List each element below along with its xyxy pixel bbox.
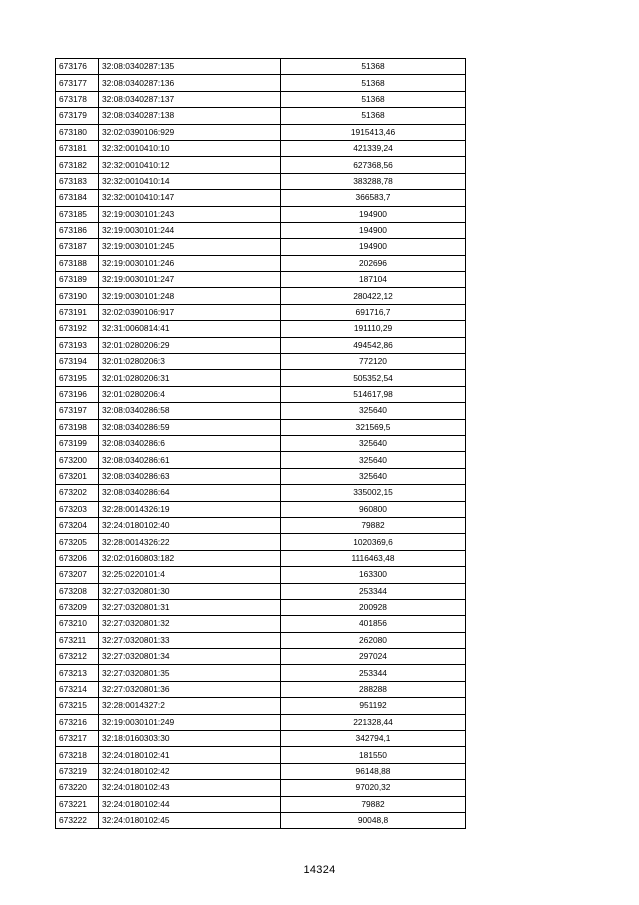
table-row <box>56 731 466 747</box>
row-id-cell: 673203 <box>56 501 99 517</box>
cadastral-value-cell: 221328,44 <box>281 714 466 730</box>
row-id-cell: 673221 <box>56 796 99 812</box>
cadastral-value-cell: 79882 <box>281 517 466 533</box>
cadastral-value-cell: 253344 <box>281 665 466 681</box>
cadastral-value-cell: 514617,98 <box>281 386 466 402</box>
cadastral-number-cell: 32:08:0340286:63 <box>99 468 281 484</box>
cadastral-value-cell: 194900 <box>281 206 466 222</box>
table-row <box>56 321 466 337</box>
row-id-cell: 673202 <box>56 485 99 501</box>
cadastral-value-cell: 772120 <box>281 354 466 370</box>
cadastral-value-cell: 325640 <box>281 435 466 451</box>
row-id-cell: 673193 <box>56 337 99 353</box>
row-id-cell: 673209 <box>56 599 99 615</box>
cadastral-value-cell: 627368,56 <box>281 157 466 173</box>
table-row <box>56 534 466 550</box>
cadastral-value-cell: 51368 <box>281 108 466 124</box>
row-id-cell: 673201 <box>56 468 99 484</box>
cadastral-value-cell: 297024 <box>281 649 466 665</box>
cadastral-number-cell: 32:27:0320801:32 <box>99 616 281 632</box>
row-id-cell: 673182 <box>56 157 99 173</box>
cadastral-number-cell: 32:08:0340286:58 <box>99 403 281 419</box>
cadastral-number-cell: 32:01:0280206:29 <box>99 337 281 353</box>
table-row <box>56 665 466 681</box>
cadastral-number-cell: 32:32:0010410:10 <box>99 140 281 156</box>
cadastral-value-cell: 401856 <box>281 616 466 632</box>
row-id-cell: 673212 <box>56 649 99 665</box>
table-row <box>56 108 466 124</box>
cadastral-value-cell: 288288 <box>281 681 466 697</box>
row-id-cell: 673215 <box>56 698 99 714</box>
cadastral-number-cell: 32:24:0180102:42 <box>99 763 281 779</box>
row-id-cell: 673210 <box>56 616 99 632</box>
cadastral-value-cell: 335002,15 <box>281 485 466 501</box>
row-id-cell: 673186 <box>56 222 99 238</box>
table-row <box>56 632 466 648</box>
cadastral-value-cell: 421339,24 <box>281 140 466 156</box>
table-row <box>56 190 466 206</box>
cadastral-number-cell: 32:27:0320801:34 <box>99 649 281 665</box>
row-id-cell: 673199 <box>56 435 99 451</box>
row-id-cell: 673190 <box>56 288 99 304</box>
cadastral-value-cell: 191110,29 <box>281 321 466 337</box>
row-id-cell: 673189 <box>56 272 99 288</box>
row-id-cell: 673179 <box>56 108 99 124</box>
row-id-cell: 673177 <box>56 75 99 91</box>
table-row <box>56 59 466 75</box>
table-row <box>56 681 466 697</box>
cadastral-value-cell: 505352,54 <box>281 370 466 386</box>
cadastral-value-cell: 960800 <box>281 501 466 517</box>
cadastral-number-cell: 32:19:0030101:249 <box>99 714 281 730</box>
table-row <box>56 714 466 730</box>
cadastral-number-cell: 32:19:0030101:245 <box>99 239 281 255</box>
table-row <box>56 780 466 796</box>
cadastral-value-cell: 951192 <box>281 698 466 714</box>
row-id-cell: 673204 <box>56 517 99 533</box>
table-row <box>56 288 466 304</box>
table-row <box>56 173 466 189</box>
row-id-cell: 673200 <box>56 452 99 468</box>
page-number: 14324 <box>303 864 336 876</box>
table-row <box>56 517 466 533</box>
cadastral-number-cell: 32:31:0060814:41 <box>99 321 281 337</box>
cadastral-number-cell: 32:19:0030101:243 <box>99 206 281 222</box>
table-row <box>56 468 466 484</box>
cadastral-number-cell: 32:19:0030101:247 <box>99 272 281 288</box>
row-id-cell: 673184 <box>56 190 99 206</box>
table-row <box>56 567 466 583</box>
row-id-cell: 673192 <box>56 321 99 337</box>
row-id-cell: 673194 <box>56 354 99 370</box>
row-id-cell: 673205 <box>56 534 99 550</box>
row-id-cell: 673213 <box>56 665 99 681</box>
row-id-cell: 673207 <box>56 567 99 583</box>
row-id-cell: 673178 <box>56 91 99 107</box>
row-id-cell: 673188 <box>56 255 99 271</box>
cadastral-value-cell: 202696 <box>281 255 466 271</box>
cadastral-number-cell: 32:32:0010410:14 <box>99 173 281 189</box>
table-row <box>56 599 466 615</box>
table-row <box>56 222 466 238</box>
table-row <box>56 501 466 517</box>
cadastral-number-cell: 32:08:0340287:136 <box>99 75 281 91</box>
cadastral-number-cell: 32:02:0390106:929 <box>99 124 281 140</box>
cadastral-number-cell: 32:01:0280206:4 <box>99 386 281 402</box>
row-id-cell: 673217 <box>56 731 99 747</box>
table-row <box>56 124 466 140</box>
cadastral-number-cell: 32:27:0320801:33 <box>99 632 281 648</box>
cadastral-number-cell: 32:08:0340286:59 <box>99 419 281 435</box>
cadastral-value-cell: 51368 <box>281 91 466 107</box>
row-id-cell: 673196 <box>56 386 99 402</box>
cadastral-value-cell: 96148,88 <box>281 763 466 779</box>
cadastral-number-cell: 32:27:0320801:36 <box>99 681 281 697</box>
table-row <box>56 796 466 812</box>
table-row <box>56 649 466 665</box>
cadastral-number-cell: 32:19:0030101:248 <box>99 288 281 304</box>
cadastral-number-cell: 32:08:0340287:135 <box>99 59 281 75</box>
cadastral-value-cell: 51368 <box>281 59 466 75</box>
table-row <box>56 403 466 419</box>
table-row <box>56 206 466 222</box>
row-id-cell: 673219 <box>56 763 99 779</box>
cadastral-value-cell: 181550 <box>281 747 466 763</box>
cadastral-number-cell: 32:28:0014326:19 <box>99 501 281 517</box>
table-row <box>56 583 466 599</box>
row-id-cell: 673218 <box>56 747 99 763</box>
table-row <box>56 698 466 714</box>
cadastral-value-cell: 325640 <box>281 452 466 468</box>
cadastral-value-cell: 187104 <box>281 272 466 288</box>
cadastral-value-cell: 79882 <box>281 796 466 812</box>
cadastral-value-table <box>55 58 466 829</box>
cadastral-value-cell: 383288,78 <box>281 173 466 189</box>
cadastral-value-cell: 163300 <box>281 567 466 583</box>
cadastral-number-cell: 32:02:0390106:917 <box>99 304 281 320</box>
table-row <box>56 140 466 156</box>
table-row <box>56 272 466 288</box>
cadastral-number-cell: 32:08:0340287:138 <box>99 108 281 124</box>
table-row <box>56 812 466 828</box>
cadastral-value-cell: 194900 <box>281 222 466 238</box>
row-id-cell: 673183 <box>56 173 99 189</box>
cadastral-value-cell: 321569,5 <box>281 419 466 435</box>
row-id-cell: 673181 <box>56 140 99 156</box>
table-row <box>56 91 466 107</box>
cadastral-number-cell: 32:24:0180102:40 <box>99 517 281 533</box>
cadastral-value-cell: 90048,8 <box>281 812 466 828</box>
table-row <box>56 763 466 779</box>
table-row <box>56 304 466 320</box>
row-id-cell: 673197 <box>56 403 99 419</box>
cadastral-value-cell: 691716,7 <box>281 304 466 320</box>
cadastral-value-cell: 51368 <box>281 75 466 91</box>
table-row <box>56 485 466 501</box>
cadastral-number-cell: 32:08:0340286:61 <box>99 452 281 468</box>
table-row <box>56 337 466 353</box>
cadastral-value-cell: 253344 <box>281 583 466 599</box>
row-id-cell: 673195 <box>56 370 99 386</box>
cadastral-value-cell: 280422,12 <box>281 288 466 304</box>
cadastral-number-cell: 32:24:0180102:43 <box>99 780 281 796</box>
row-id-cell: 673180 <box>56 124 99 140</box>
table-row <box>56 747 466 763</box>
table-row <box>56 419 466 435</box>
table-row <box>56 157 466 173</box>
cadastral-value-cell: 262080 <box>281 632 466 648</box>
table-row <box>56 370 466 386</box>
table-row <box>56 255 466 271</box>
cadastral-number-cell: 32:32:0010410:12 <box>99 157 281 173</box>
row-id-cell: 673208 <box>56 583 99 599</box>
row-id-cell: 673206 <box>56 550 99 566</box>
cadastral-number-cell: 32:27:0320801:31 <box>99 599 281 615</box>
cadastral-value-cell: 97020,32 <box>281 780 466 796</box>
cadastral-number-cell: 32:01:0280206:3 <box>99 354 281 370</box>
row-id-cell: 673222 <box>56 812 99 828</box>
cadastral-number-cell: 32:02:0160803:182 <box>99 550 281 566</box>
cadastral-number-cell: 32:28:0014327:2 <box>99 698 281 714</box>
row-id-cell: 673216 <box>56 714 99 730</box>
cadastral-number-cell: 32:28:0014326:22 <box>99 534 281 550</box>
table-row <box>56 452 466 468</box>
cadastral-value-cell: 366583,7 <box>281 190 466 206</box>
table-row <box>56 550 466 566</box>
row-id-cell: 673185 <box>56 206 99 222</box>
row-id-cell: 673187 <box>56 239 99 255</box>
cadastral-value-cell: 494542,86 <box>281 337 466 353</box>
cadastral-value-cell: 194900 <box>281 239 466 255</box>
cadastral-value-cell: 325640 <box>281 468 466 484</box>
cadastral-number-cell: 32:27:0320801:30 <box>99 583 281 599</box>
cadastral-number-cell: 32:19:0030101:246 <box>99 255 281 271</box>
table-body <box>56 59 466 829</box>
table-row <box>56 435 466 451</box>
cadastral-value-cell: 342794,1 <box>281 731 466 747</box>
cadastral-value-cell: 325640 <box>281 403 466 419</box>
cadastral-value-cell: 1915413,46 <box>281 124 466 140</box>
row-id-cell: 673220 <box>56 780 99 796</box>
cadastral-number-cell: 32:27:0320801:35 <box>99 665 281 681</box>
row-id-cell: 673198 <box>56 419 99 435</box>
cadastral-number-cell: 32:08:0340287:137 <box>99 91 281 107</box>
table-row <box>56 75 466 91</box>
row-id-cell: 673191 <box>56 304 99 320</box>
cadastral-value-cell: 200928 <box>281 599 466 615</box>
cadastral-number-cell: 32:32:0010410:147 <box>99 190 281 206</box>
cadastral-value-cell: 1020369,6 <box>281 534 466 550</box>
cadastral-number-cell: 32:19:0030101:244 <box>99 222 281 238</box>
cadastral-number-cell: 32:01:0280206:31 <box>99 370 281 386</box>
table-row <box>56 616 466 632</box>
row-id-cell: 673176 <box>56 59 99 75</box>
table-row <box>56 354 466 370</box>
cadastral-number-cell: 32:25:0220101:4 <box>99 567 281 583</box>
row-id-cell: 673211 <box>56 632 99 648</box>
table-row <box>56 386 466 402</box>
cadastral-number-cell: 32:18:0160303:30 <box>99 731 281 747</box>
row-id-cell: 673214 <box>56 681 99 697</box>
cadastral-number-cell: 32:08:0340286:6 <box>99 435 281 451</box>
cadastral-number-cell: 32:24:0180102:41 <box>99 747 281 763</box>
table-row <box>56 239 466 255</box>
cadastral-value-cell: 1116463,48 <box>281 550 466 566</box>
cadastral-number-cell: 32:24:0180102:44 <box>99 796 281 812</box>
cadastral-number-cell: 32:24:0180102:45 <box>99 812 281 828</box>
cadastral-number-cell: 32:08:0340286:64 <box>99 485 281 501</box>
